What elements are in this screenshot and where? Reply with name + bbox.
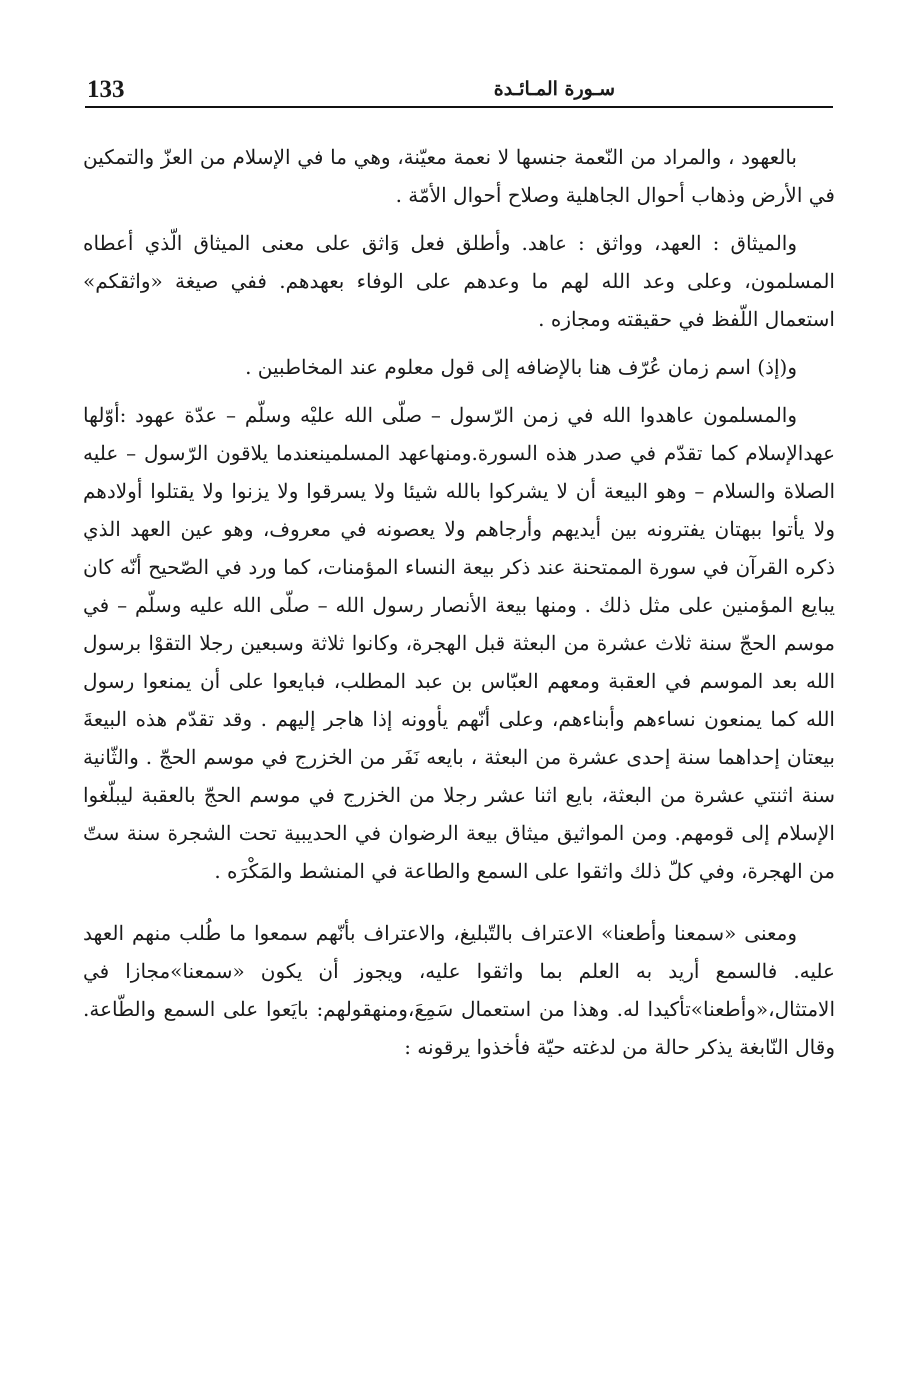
paragraph-blessing: بالعهود ، والمراد من النّعمة جنسها لا نعمة معيّنة، وهي ما في الإسلام من العزّ والتمكين في الأرض وذهاب أحوال الجاهلية وصلاح أحوال الأمّة . <box>83 145 835 207</box>
page-body <box>83 138 835 1076</box>
running-title: سـورة المـائـدة <box>493 78 615 100</box>
page-header <box>85 72 833 108</box>
paragraph-covenant-definition: والميثاق : العهد، وواثق : عاهد. وأطلق فعل وَاثق على معنى الميثاق الّذي أعطاه المسلمون، وعلى وعد الله لهم ما وعدهم على الوفاء بعهدهم. ففي صيغة «واثقكم» استعمال اللّفظ في حقيقته ومجازه . <box>83 231 835 331</box>
page-number: 133 <box>87 76 125 103</box>
paragraph-muslim-pledges: والمسلمون عاهدوا الله في زمن الرّسول – صلّى الله عليْه وسلّم – عدّة عهود :أوّلها عهدالإسلام كما تقدّم في صدر هذه السورة.ومنهاعهد المسلمينعندما يلاقون الرّسول – عليه الصلاة والسلام – وهو البيعة أن لا يشركوا بالله شيئا ولا يسرقوا ولا يزنوا ولا يقتلوا أولادهم ولا يأتوا ببهتان يفترونه بين أيديهم وأرجاهم ولا يعصونه في معروف، وهو عين العهد الذي ذكره القرآن في سورة الممتحنة عند ذكر بيعة النساء المؤمنات، كما ورد في الصّحيح أنّه كان يبايع المؤمنين على مثل ذلك . ومنها بيعة الأنصار رسول الله – صلّى الله عليه وسلّم – في موسم الحجّ سنة ثلاث عشرة من البعثة قبل الهجرة، وكانوا ثلاثة وسبعين رجلا التقوْا برسول الله بعد الموسم في العقبة ومعهم العبّاس بن عبد المطلب، فبايعوا على أن يمنعوا رسول الله كما يمنعون نساءهم وأبناءهم، وعلى أنّهم يأوونه إذا هاجر إليهم . وقد تقدّم هذه البيعةَ بيعتان إحداهما سنة إحدى عشرة من البعثة ، بايعه نَفَر من الخزرج في موسم الحجّ . والثّانية سنة اثنتي عشرة من البعثة، بايع اثنا عشر رجلا من الخزرج في موسم الحجّ بالعقبة ليبلّغوا الإسلام إلى قومهم. ومن المواثيق ميثاق بيعة الرضوان في الحديبية تحت الشجرة سنة ستّ من الهجرة، وفي كلّ ذلك واثقوا على السمع والطاعة في المنشط والمَكْرَه . <box>83 403 835 883</box>
paragraph-hearing-obeying: ومعنى «سمعنا وأطعنا» الاعتراف بالتّبليغ، والاعتراف بأنّهم سمعوا ما طُلب منهم العهد عليه. فالسمع أريد به العلم بما واثقوا عليه، ويجوز أن يكون «سمعنا»مجازا في الامتثال،«وأطعنا»تأكيدا له. وهذا من استعمال سَمِعَ،ومنهقولهم: بايَعوا على السمع والطّاعة. وقال النّابغة يذكر حالة من لدغته حيّة فأخذوا يرقونه : <box>83 921 835 1059</box>
paragraph-idh-explanation: و(إذ) اسم زمان عُرّف هنا بالإضافه إلى قول معلوم عند المخاطبين . <box>245 355 797 379</box>
